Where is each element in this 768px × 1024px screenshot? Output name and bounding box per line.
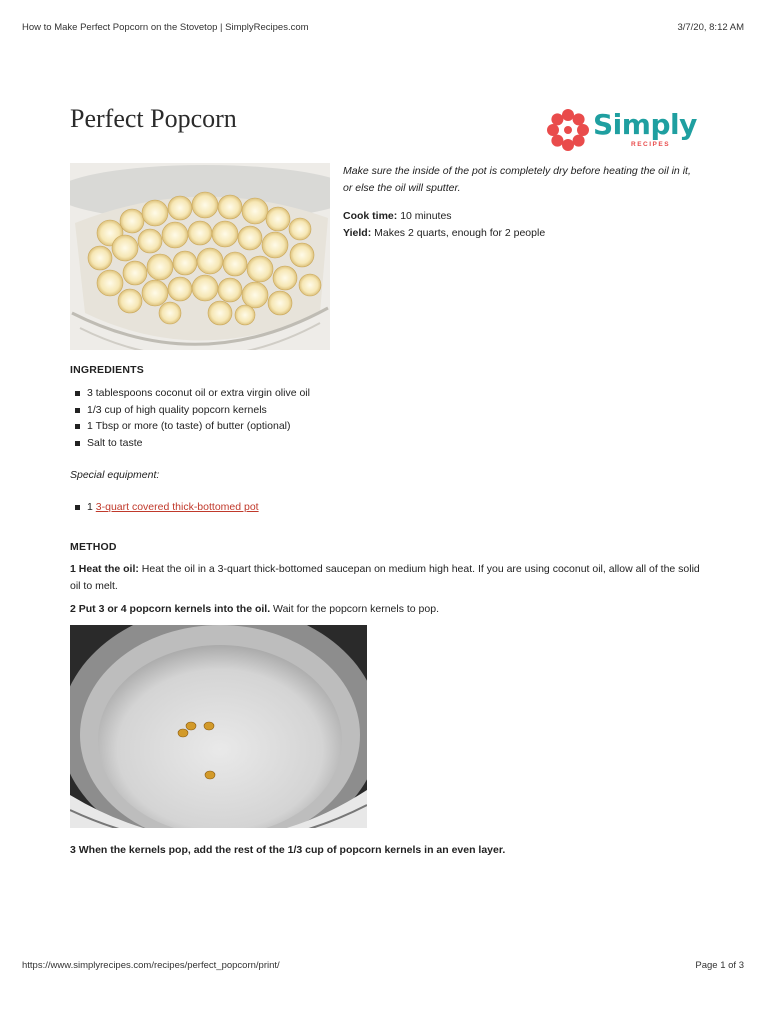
step-text: Heat the oil in a 3-quart thick-bottomed saucepan on medium high heat. If you are using coconut oil, allow all of the solid oil to melt. — [70, 563, 700, 592]
recipe-meta — [343, 208, 703, 241]
list-item: 1 Tbsp or more (to taste) of butter (optional) — [70, 418, 310, 435]
cook-time-value: 10 minutes — [400, 210, 452, 222]
list-item — [70, 499, 259, 516]
step-number: 3 — [70, 844, 76, 856]
simply-recipes-logo[interactable] — [546, 106, 702, 154]
list-item: Salt to taste — [70, 435, 310, 452]
step-title: Put 3 or 4 popcorn kernels into the oil. — [78, 603, 271, 615]
step-number: 1 — [70, 563, 76, 575]
cook-time-label: Cook time: — [343, 210, 398, 222]
yield-value: Makes 2 quarts, enough for 2 people — [374, 226, 546, 239]
method-step — [70, 561, 700, 594]
step-text: Wait for the popcorn kernels to pop. — [273, 603, 439, 615]
step-number: 2 — [70, 603, 76, 615]
print-page-number: Page 1 of 3 — [695, 960, 744, 971]
list-item: 3 tablespoons coconut oil or extra virgin olive oil — [70, 385, 310, 402]
equipment-count: 1 — [87, 501, 93, 513]
equipment-list — [70, 499, 259, 516]
logo-subtext: RECIPES — [631, 141, 671, 148]
yield-label: Yield: — [343, 226, 372, 239]
print-datetime: 3/7/20, 8:12 AM — [677, 22, 744, 33]
yield-line — [343, 225, 703, 242]
print-url: https://www.simplyrecipes.com/recipes/perfect_popcorn/print/ — [22, 960, 280, 971]
step-title: Heat the oil: — [78, 563, 139, 575]
print-page-title: How to Make Perfect Popcorn on the Stovetop | SimplyRecipes.com — [22, 22, 309, 33]
flower-icon — [546, 108, 590, 152]
equipment-link[interactable]: 3-quart covered thick-bottomed pot — [95, 501, 259, 513]
special-equipment-label: Special equipment: — [70, 469, 160, 481]
ingredients-heading: INGREDIENTS — [70, 364, 144, 376]
method-step — [70, 601, 700, 618]
popcorn-bowl-photo — [70, 163, 330, 350]
ingredients-list — [70, 385, 310, 451]
method-heading: METHOD — [70, 541, 117, 553]
step-title: When the kernels pop, add the rest of the 1/3 cup of popcorn kernels in an even layer. — [78, 844, 506, 856]
logo-wordmark: Simply — [593, 108, 697, 141]
method-step — [70, 842, 700, 859]
cook-time-line — [343, 208, 703, 225]
recipe-note: Make sure the inside of the pot is completely dry before heating the oil in it, or else the oil will sputter. — [343, 165, 691, 194]
pot-kernels-photo — [70, 625, 367, 828]
list-item: 1/3 cup of high quality popcorn kernels — [70, 402, 310, 419]
recipe-title: Perfect Popcorn — [70, 104, 237, 133]
